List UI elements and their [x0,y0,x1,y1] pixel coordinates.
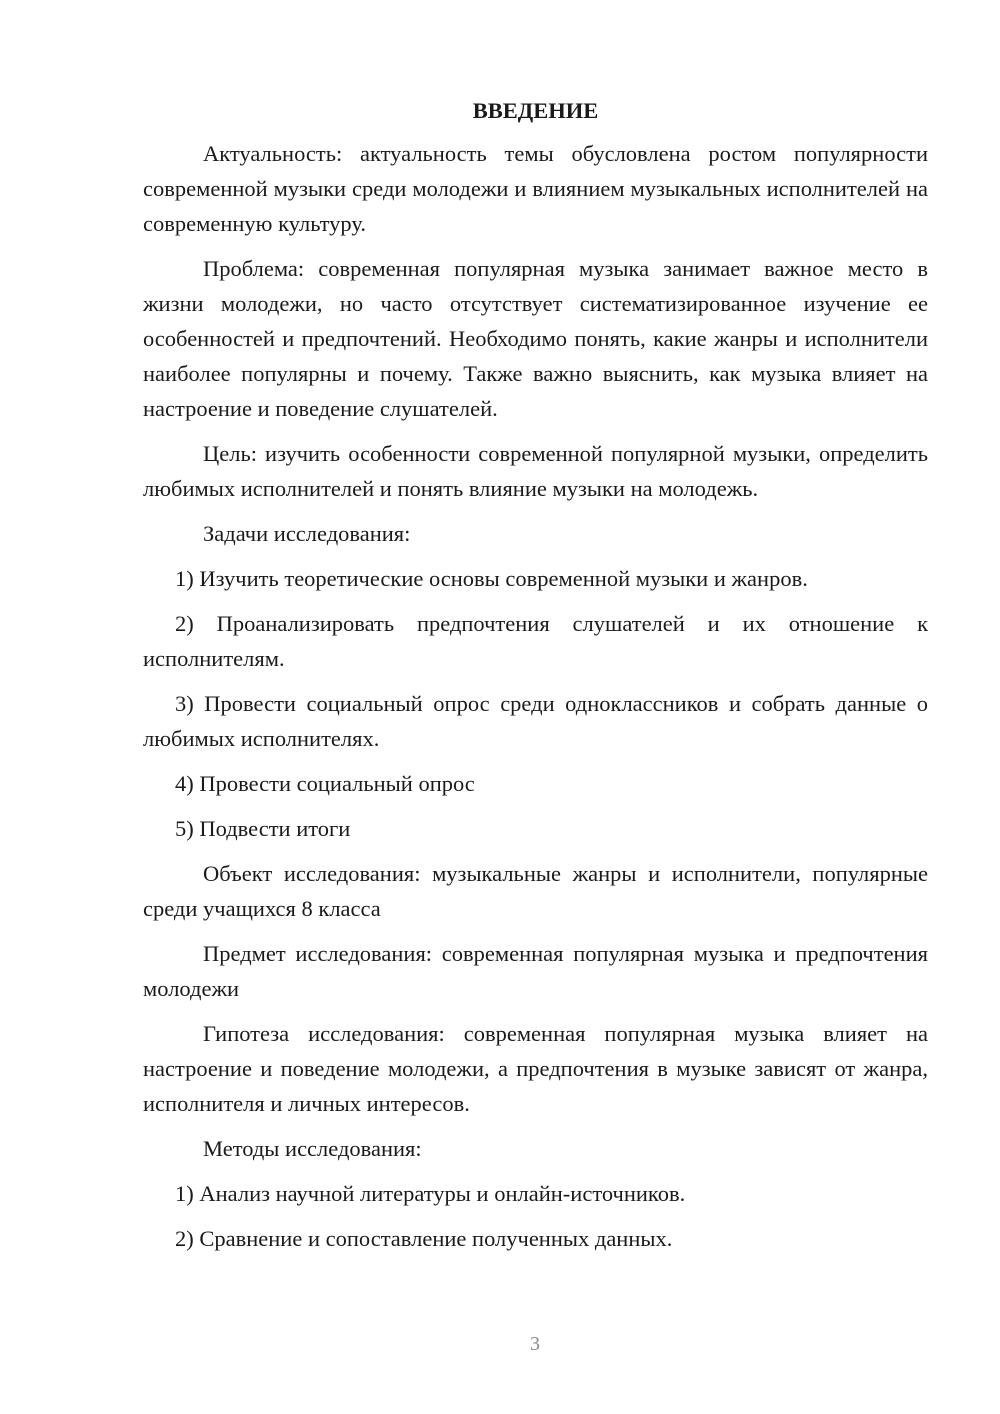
goal-paragraph: Цель: изучить особенности современной популярной музыки, определить любимых исполнителей и понять влияние музыки на молодежь. [143,441,928,501]
task-item: 2) Проанализировать предпочтения слушателей и их отношение к исполнителям. [143,611,928,671]
section-title: ВВЕДЕНИЕ [472,98,599,123]
task-item: 3) Провести социальный опрос среди одноклассников и собрать данные о любимых исполнителях. [143,691,928,751]
problem-paragraph: Проблема: современная популярная музыка занимает важное место в жизни молодежи, но часто отсутствует систематизированное изучение ее особенностей и предпочтений. Необходимо понять, какие жанры и исполнители наиболее популярны и почему. Также важно выяснить, как музыка влияет на настроение и поведение слушателей. [143,256,928,421]
method-item: 1) Анализ научной литературы и онлайн-источников. [175,1181,686,1206]
tasks-heading: Задачи исследования: [203,521,411,546]
subject-paragraph: Предмет исследования: современная популярная музыка и предпочтения молодежи [143,941,928,1001]
task-item: 4) Провести социальный опрос [175,771,475,796]
task-item: 1) Изучить теоретические основы современной музыки и жанров. [175,566,808,591]
object-paragraph: Объект исследования: музыкальные жанры и исполнители, популярные среди учащихся 8 класса [143,861,928,921]
page-number: 3 [530,1333,540,1355]
relevance-paragraph: Актуальность: актуальность темы обусловлена ростом популярности современной музыки среди молодежи и влиянием музыкальных исполнителей на современную культуру. [143,141,928,236]
task-item: 5) Подвести итоги [175,816,351,841]
method-item: 2) Сравнение и сопоставление полученных данных. [175,1226,673,1251]
hypothesis-paragraph: Гипотеза исследования: современная популярная музыка влияет на настроение и поведение молодежи, а предпочтения в музыке зависят от жанра, исполнителя и личных интересов. [143,1021,928,1116]
document-page [143,96,928,1266]
methods-heading: Методы исследования: [203,1136,422,1161]
